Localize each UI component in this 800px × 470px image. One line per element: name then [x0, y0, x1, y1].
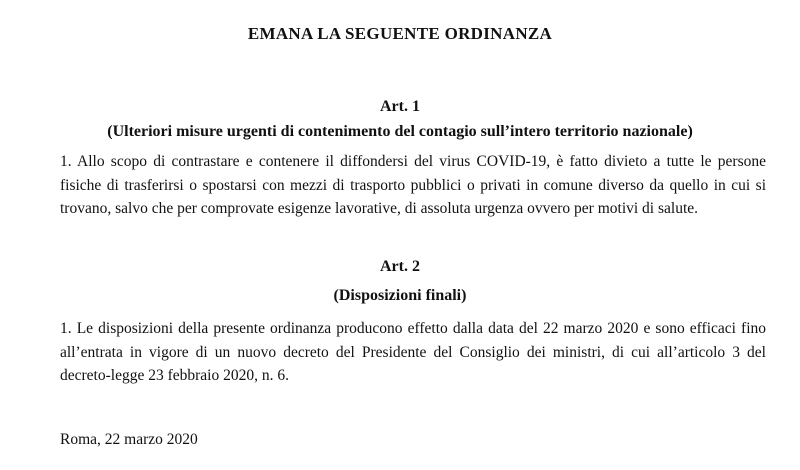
article-2-paragraph: 1. Le disposizioni della presente ordinanza producono effetto dalla data del 22 marzo 2020 e sono efficaci fino all’entrata in vigore di un nuovo decreto del Presidente del Consiglio dei ministri, di cui all’articolo 3 del decreto-legge 23 febbraio 2020, n. 6. [60, 320, 766, 384]
place-and-date: Roma, 22 marzo 2020 [60, 431, 198, 448]
article-1-title: (Ulteriori misure urgenti di contenimento del contagio sull’intero territorio nazionale) [107, 123, 693, 140]
article-1-paragraph: 1. Allo scopo di contrastare e contenere il diffondersi del virus COVID-19, è fatto divieto a tutte le persone fisiche di trasferirsi o spostarsi con mezzi di trasporto pubblici o privati in comune diverso da quello in cui si trovano, salvo che per comprovate esigenze lavorative, di assoluta urgenza ovvero per motivi di salute. [60, 153, 766, 217]
article-2-title: (Disposizioni finali) [333, 287, 467, 304]
article-2-number: Art. 2 [380, 258, 420, 275]
document-heading: EMANA LA SEGUENTE ORDINANZA [247, 24, 553, 43]
article-1-number: Art. 1 [380, 98, 420, 115]
